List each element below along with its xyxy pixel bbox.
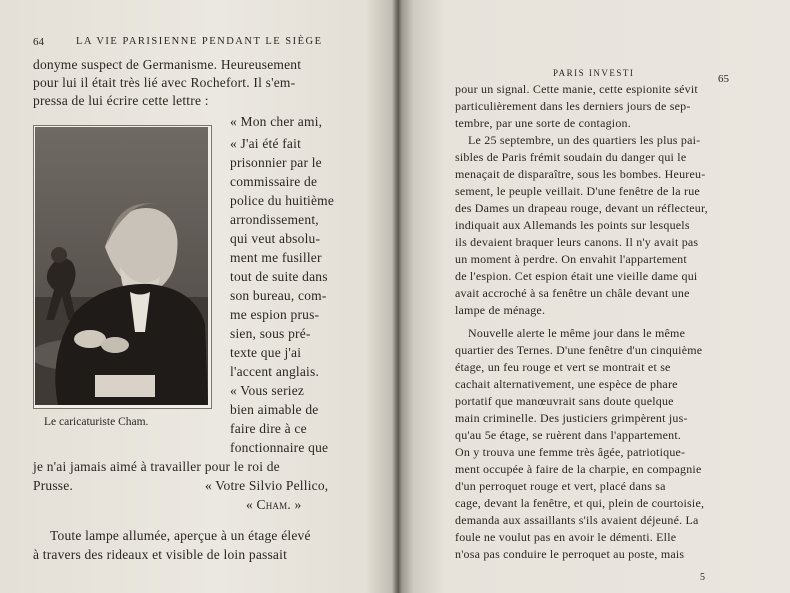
- text-line: qui veut absolu-: [230, 231, 321, 246]
- text-line: indiquait aux Allemands les points sur lesquels: [455, 218, 690, 232]
- text-line: lampe de ménage.: [455, 303, 546, 317]
- text-line: des Dames un drapeau rouge, devant un réflecteur,: [455, 201, 708, 215]
- text-line: à travers des rideaux et visible de loin passait: [33, 547, 288, 562]
- text-line: pour lui il était très lié avec Rochefort. Il s'em-: [33, 75, 296, 90]
- text-line: donyme suspect de Germanisme. Heureusement: [33, 57, 302, 72]
- text-line: Le 25 septembre, un des quartiers les plus pai-: [468, 133, 701, 147]
- text-line: un moment à perdre. On envahit l'appartement: [455, 252, 687, 266]
- text-line: n'osa pas conduire le perroquet au poste, mais: [455, 547, 685, 561]
- text-line: Prusse.: [33, 478, 74, 493]
- text-line: main criminelle. Des justiciers grimpèrent jus-: [455, 411, 688, 425]
- text-line: « Vous seriez: [230, 383, 305, 398]
- text-line: « Votre Silvio Pellico,: [205, 478, 329, 493]
- text-line: « Mon cher ami,: [230, 114, 323, 129]
- text-line: On y trouva une femme très âgée, patriotique-: [455, 445, 686, 459]
- text-line: faire dire à ce: [230, 421, 307, 436]
- text-line: bien aimable de: [230, 402, 319, 417]
- text-line: sien, sous pré-: [230, 326, 311, 341]
- text-line: me espion prus-: [230, 307, 320, 322]
- left-page-number: 64: [33, 36, 44, 48]
- text-line: police du huitième: [230, 193, 335, 208]
- book-gutter-shadow: [392, 0, 402, 593]
- text-line: particulièrement dans les derniers jours de sep-: [455, 99, 691, 113]
- text-line: Toute lampe allumée, aperçue à un étage élevé: [50, 528, 311, 543]
- right-page: [398, 0, 790, 593]
- text-line: Nouvelle alerte le même jour dans le même: [468, 326, 686, 340]
- right-page-number: 65: [718, 73, 729, 85]
- text-line: sibles de Paris frémit soudain du danger qui le: [455, 150, 687, 164]
- text-line: pour un signal. Cette manie, cette espionite sévit: [455, 82, 698, 96]
- text-line: son bureau, com-: [230, 288, 327, 303]
- text-line: ils devaient braquer leurs canons. Il n'y avait pas: [455, 235, 699, 249]
- text-line: demanda aux assaillants s'ils avaient déjeuné. La: [455, 513, 699, 527]
- text-line: pressa de lui écrire cette lettre :: [33, 93, 209, 108]
- text-line: qu'au 5e étage, se ruèrent dans l'appartement.: [455, 428, 682, 442]
- text-line: de l'espion. Cet espion était une vieille dame qui: [455, 269, 698, 283]
- text-line: commissaire de: [230, 174, 318, 189]
- text-line: « J'ai été fait: [230, 136, 302, 151]
- text-line: portatif que manœuvrait sans doute quelque: [455, 394, 674, 408]
- text-line: je n'ai jamais aimé à travailler pour le roi de: [33, 459, 280, 474]
- left-running-header: LA VIE PARISIENNE PENDANT LE SIÈGE: [76, 36, 323, 47]
- cham-portrait-photo: [35, 127, 208, 405]
- photo-frame: [33, 125, 212, 409]
- text-line: quartier des Ternes. D'une fenêtre d'un cinquième: [455, 343, 703, 357]
- signature-line: « Cham. »: [246, 497, 302, 512]
- text-line: tembre, par une sorte de contagion.: [455, 116, 631, 130]
- text-line: d'un perroquet rouge et vert, placé dans sa: [455, 479, 666, 493]
- text-line: foule ne voulut pas en avoir le démenti. Elle: [455, 530, 677, 544]
- text-line: sement, le peuple veillait. D'une fenêtre de la rue: [455, 184, 700, 198]
- text-line: l'accent anglais.: [230, 364, 320, 379]
- text-line: cachait alternativement, une espèce de phare: [455, 377, 678, 391]
- photo-caption: Le caricaturiste Cham.: [44, 416, 149, 428]
- right-running-header: PARIS INVESTI: [553, 68, 635, 78]
- text-line: cage, devant la fenêtre, et qui, plein de courtoisie,: [455, 496, 705, 510]
- text-line: texte que j'ai: [230, 345, 302, 360]
- text-line: fonctionnaire que: [230, 440, 329, 455]
- text-line: menaçait de disparaître, sous les bombes. Heureu-: [455, 167, 706, 181]
- text-line: prisonnier par le: [230, 155, 322, 170]
- signature-mark: 5: [700, 572, 705, 583]
- text-line: avait accroché à sa fenêtre un châle devant une: [455, 286, 690, 300]
- text-line: étage, un feu rouge et vert se montrait et se: [455, 360, 671, 374]
- text-line: arrondissement,: [230, 212, 319, 227]
- text-line: ment occupée à faire de la charpie, en compagnie: [455, 462, 702, 476]
- text-line: ment me fusiller: [230, 250, 322, 265]
- text-line: tout de suite dans: [230, 269, 328, 284]
